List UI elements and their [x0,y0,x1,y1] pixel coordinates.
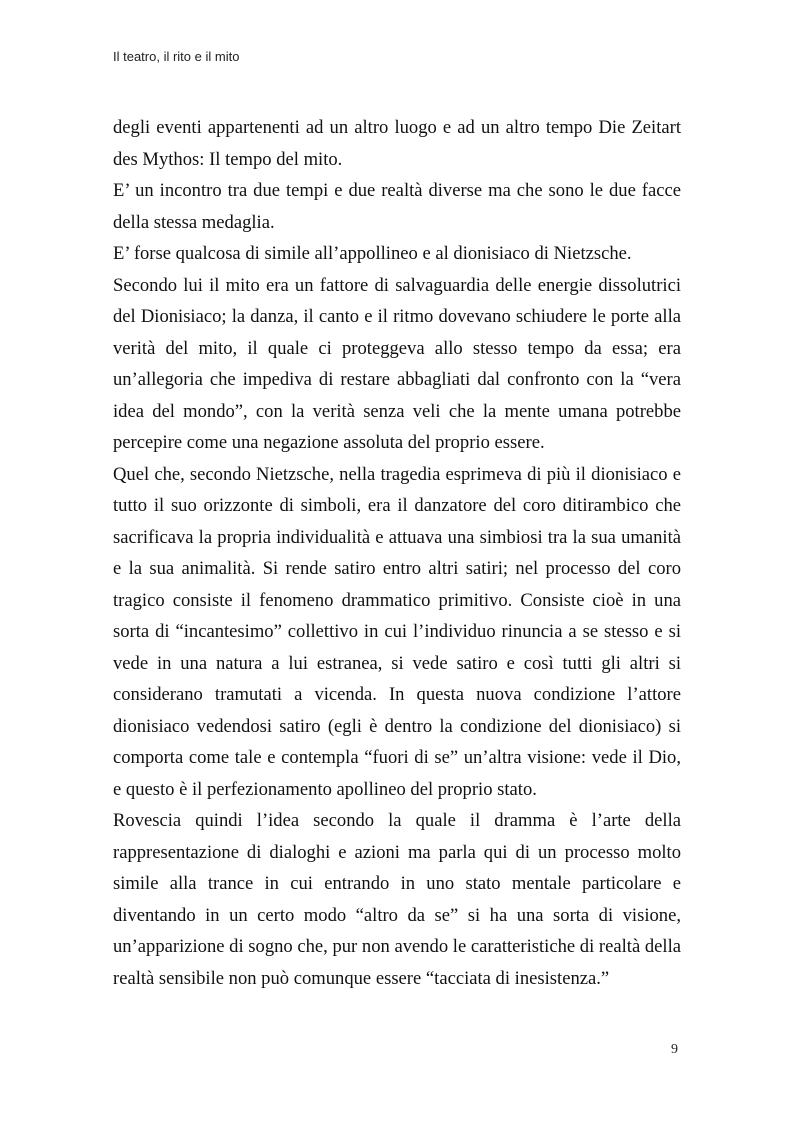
paragraph-3: E’ forse qualcosa di simile all’appollineo e al dionisiaco di Nietzsche. [113,243,632,264]
page-number: 9 [671,1042,678,1057]
running-header: Il teatro, il rito e il mito [113,49,240,64]
paragraph-1: degli eventi appartenenti ad un altro luogo e ad un altro tempo Die Zeitart des Mythos: Il tempo del mito. [113,117,681,170]
paragraph-2: E’ un incontro tra due tempi e due realtà diverse ma che sono le due facce della stessa medaglia. [113,180,681,233]
paragraph-6: Rovescia quindi l’idea secondo la quale il dramma è l’arte della rappresentazione di dialoghi e azioni ma parla qui di un processo molto simile alla trance in cui entrando in uno stato mentale particolare e diventando in un certo modo “altro da se” si ha una sorta di visione, un’apparizione di sogno che, pur non avendo le caratteristiche di realtà della realtà sensibile non può comunque essere “tacciata di inesistenza.” [113,810,681,989]
body-text [113,112,681,994]
paragraph-4: Secondo lui il mito era un fattore di salvaguardia delle energie dissolutrici del Dionisiaco; la danza, il canto e il ritmo dovevano schiudere le porte alla verità del mito, il quale ci proteggeva allo stesso tempo da essa; era un’allegoria che impediva di restare abbagliati dal confronto con la “vera idea del mondo”, con la verità senza veli che la mente umana potrebbe percepire come una negazione assoluta del proprio essere. [113,274,681,453]
paragraph-5: Quel che, secondo Nietzsche, nella tragedia esprimeva di più il dionisiaco e tutto il suo orizzonte di simboli, era il danzatore del coro ditirambico che sacrificava la propria individualità e attuava una simbiosi tra la sua umanità e la sua animalità. Si rende satiro entro altri satiri; nel processo del coro tragico consiste il fenomeno drammatico primitivo. Consiste cioè in una sorta di “incantesimo” collettivo in cui l’individuo rinuncia a se stesso e si vede in una natura a lui estranea, si vede satiro e così tutti gli altri si considerano tramutati a vicenda. In questa nuova condizione l’attore dionisiaco vedendosi satiro (egli è dentro la condizione del dionisiaco) si comporta come tale e contempla “fuori di se” un’altra visione: vede il Dio, e questo è il perfezionamento apollineo del proprio stato. [113,463,681,800]
